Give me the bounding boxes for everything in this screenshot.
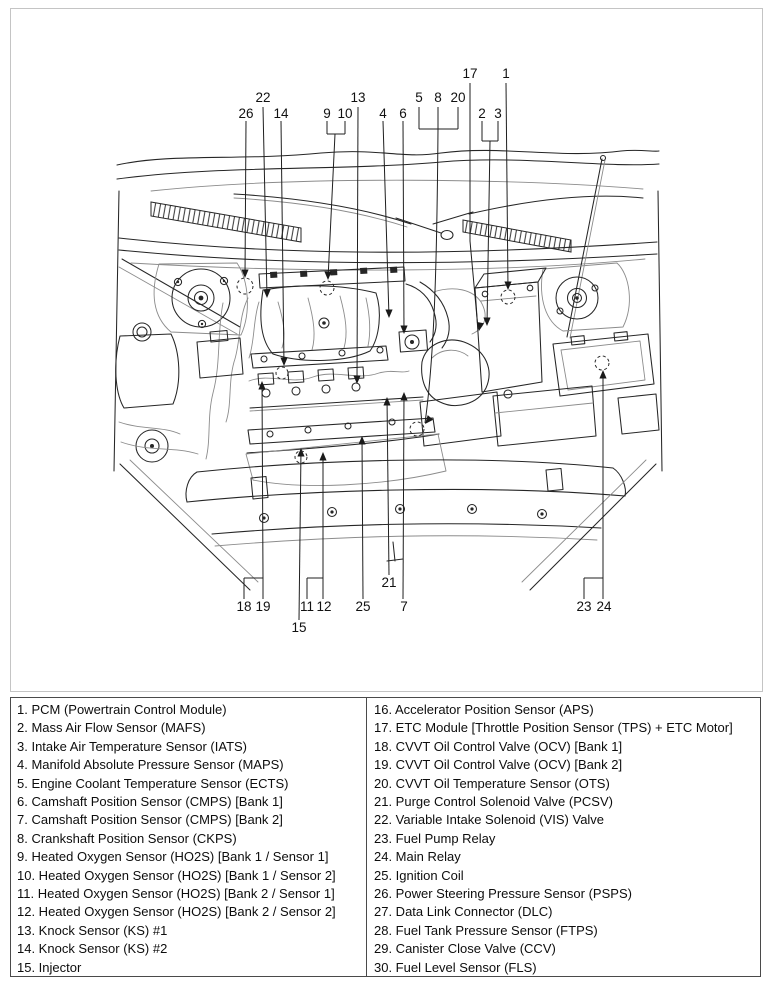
callout-label-14: 14 xyxy=(273,106,289,121)
callout-label-23: 23 xyxy=(576,599,592,614)
callout-label-20: 20 xyxy=(450,90,466,105)
engine-bay-diagram xyxy=(11,9,762,691)
callout-label-17: 17 xyxy=(462,66,478,81)
legend-item-19: 19. CVVT Oil Control Valve (OCV) [Bank 2] xyxy=(374,757,623,773)
callout-label-10: 10 xyxy=(337,106,353,121)
callout-label-19: 19 xyxy=(255,599,271,614)
legend-item-26: 26. Power Steering Pressure Sensor (PSPS) xyxy=(374,886,632,902)
legend-column-left xyxy=(11,698,367,976)
callout-label-12: 12 xyxy=(316,599,332,614)
legend-item-27: 27. Data Link Connector (DLC) xyxy=(374,904,553,920)
callout-label-22: 22 xyxy=(255,90,271,105)
callout-label-9: 9 xyxy=(323,106,331,121)
legend-item-16: 16. Accelerator Position Sensor (APS) xyxy=(374,702,594,717)
legend-item-13: 13. Knock Sensor (KS) #1 xyxy=(17,922,168,938)
callout-label-8: 8 xyxy=(434,90,442,105)
legend-item-5: 5. Engine Coolant Temperature Sensor (ECTS) xyxy=(17,775,289,791)
legend-item-14: 14. Knock Sensor (KS) #2 xyxy=(17,941,168,957)
legend-item-18: 18. CVVT Oil Control Valve (OCV) [Bank 1] xyxy=(374,738,623,754)
callout-label-5: 5 xyxy=(415,90,423,105)
callout-label-25: 25 xyxy=(355,599,371,614)
legend-item-28: 28. Fuel Tank Pressure Sensor (FTPS) xyxy=(374,922,598,938)
callout-label-7: 7 xyxy=(400,599,408,614)
callout-label-15: 15 xyxy=(291,620,307,635)
callout-label-24: 24 xyxy=(596,599,612,614)
callout-label-4: 4 xyxy=(379,106,387,121)
callout-label-6: 6 xyxy=(399,106,407,121)
legend-item-25: 25. Ignition Coil xyxy=(374,867,464,883)
callout-label-3: 3 xyxy=(494,106,502,121)
legend-item-12: 12. Heated Oxygen Sensor (HO2S) [Bank 2 / Sensor 2] xyxy=(17,904,336,920)
callout-label-2: 2 xyxy=(478,106,486,121)
legend-item-15: 15. Injector xyxy=(17,959,82,975)
legend-item-23: 23. Fuel Pump Relay xyxy=(374,830,496,846)
callout-label-26: 26 xyxy=(238,106,254,121)
legend-item-9: 9. Heated Oxygen Sensor (HO2S) [Bank 1 / Sensor 1] xyxy=(17,849,329,865)
callout-label-11: 11 xyxy=(299,599,315,614)
legend-item-10: 10. Heated Oxygen Sensor (HO2S) [Bank 1 / Sensor 2] xyxy=(17,867,336,883)
legend-item-22: 22. Variable Intake Solenoid (VIS) Valve xyxy=(374,812,605,828)
callout-label-1: 1 xyxy=(502,66,510,81)
legend-item-17: 17. ETC Module [Throttle Position Sensor (TPS) + ETC Motor] xyxy=(374,720,733,736)
legend-item-6: 6. Camshaft Position Sensor (CMPS) [Bank 1] xyxy=(17,794,283,810)
legend-item-7: 7. Camshaft Position Sensor (CMPS) [Bank 2] xyxy=(17,812,283,828)
callout-label-13: 13 xyxy=(350,90,366,105)
legend-item-1: 1. PCM (Powertrain Control Module) xyxy=(17,702,227,717)
callout-label-18: 18 xyxy=(236,599,252,614)
callout-label-21: 21 xyxy=(381,575,397,590)
legend-item-11: 11. Heated Oxygen Sensor (HO2S) [Bank 2 / Sensor 1] xyxy=(17,886,335,902)
engine-bay-diagram-panel xyxy=(10,8,763,692)
legend-item-20: 20. CVVT Oil Temperature Sensor (OTS) xyxy=(374,775,610,791)
legend-item-29: 29. Canister Close Valve (CCV) xyxy=(374,941,556,957)
legend-item-8: 8. Crankshaft Position Sensor (CKPS) xyxy=(17,830,237,846)
legend-item-30: 30. Fuel Level Sensor (FLS) xyxy=(374,959,537,975)
legend-item-2: 2. Mass Air Flow Sensor (MAFS) xyxy=(17,720,206,736)
component-legend-table xyxy=(10,697,761,977)
legend-item-4: 4. Manifold Absolute Pressure Sensor (MAPS) xyxy=(17,757,284,773)
legend-item-21: 21. Purge Control Solenoid Valve (PCSV) xyxy=(374,794,613,810)
legend-item-24: 24. Main Relay xyxy=(374,849,461,865)
legend-column-right xyxy=(367,698,760,976)
legend-item-3: 3. Intake Air Temperature Sensor (IATS) xyxy=(17,738,248,754)
